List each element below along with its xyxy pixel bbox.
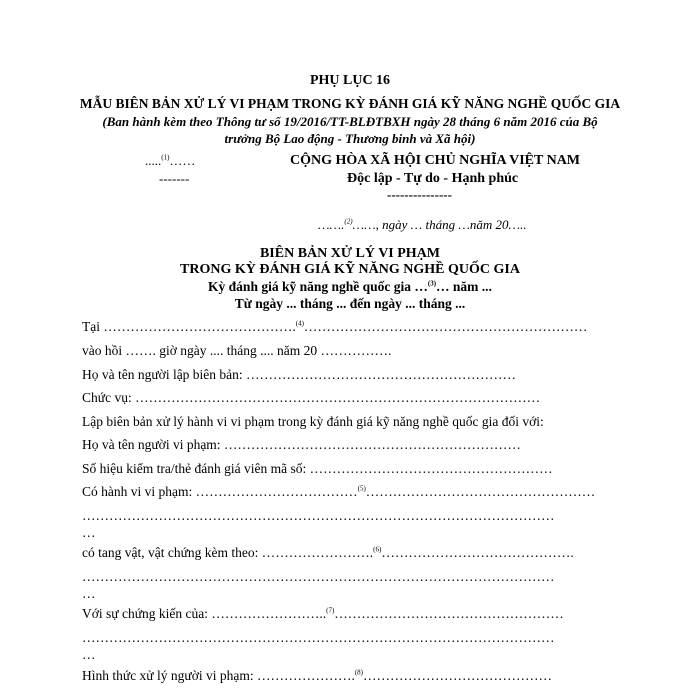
issued-note-line1: (Ban hành kèm theo Thông tư số 19/2016/TT-BLĐTBXH ngày 28 tháng 6 năm 2016 của Bộ: [102, 114, 598, 129]
field-penalty: Hình thức xử lý người vi phạm: ………………….$^{(8)}$……………………………………: [82, 668, 552, 683]
org-name-placeholder: .....$^{(1)}$……: [145, 153, 196, 168]
field-time: vào hồi ……. giờ ngày .... tháng .... năm 20 …………….: [82, 343, 392, 358]
issued-note-line2: trưởng Bộ Lao động - Thương binh và Xã hội): [224, 131, 476, 146]
footnote-marker: (2): [344, 217, 353, 226]
field-position: Chức vụ: ………………………………………………………………………………: [82, 390, 541, 405]
footnote-marker: (3): [427, 279, 437, 288]
org-divider: -------: [159, 171, 190, 186]
date-line: …….$^{(2)}$……, ngày … tháng …năm 20…..: [318, 217, 527, 232]
field-violation-continued: ……………………………………………………………………………………………: [82, 508, 555, 523]
field-violation-end: …: [82, 525, 96, 540]
state-motto: Độc lập - Tự do - Hạnh phúc: [347, 171, 519, 186]
form-title: MẪU BIÊN BẢN XỬ LÝ VI PHẠM TRONG KỲ ĐÁNH GIÁ KỸ NĂNG NGHỀ QUỐC GIA: [79, 96, 621, 111]
field-witness: Với sự chứng kiến của: ……………………..$^{(7)}$……………………………………………: [82, 606, 564, 621]
footnote-marker: (5): [357, 484, 366, 493]
appendix-title: PHỤ LỤC 16: [309, 73, 391, 88]
field-violator-name: Họ và tên người vi phạm: …………………………………………………………: [82, 437, 521, 452]
footnote-marker: (7): [326, 606, 335, 615]
assessment-period: Kỳ đánh giá kỹ năng nghề quốc gia …$^{(3)}$… năm ...: [208, 279, 492, 294]
field-reporter-name: Họ và tên người lập biên bản: ……………………………………………………: [82, 367, 517, 382]
field-witness-end: …: [82, 647, 96, 662]
state-name: CỘNG HÒA XÃ HỘI CHỦ NGHĨA VIỆT NAM: [290, 153, 581, 168]
field-location: Tại …………………………………….$^{(4)}$………………………………………………………: [82, 319, 588, 334]
footnote-marker: (8): [354, 668, 363, 677]
field-evidence-continued: ……………………………………………………………………………………………: [82, 569, 555, 584]
field-witness-continued: ……………………………………………………………………………………………: [82, 630, 555, 645]
date-range: Từ ngày ... tháng ... đến ngày ... tháng ...: [234, 296, 466, 311]
field-evidence: có tang vật, vật chứng kèm theo: …………………….$^{(6)}$…………………………………….: [82, 545, 574, 560]
field-id-number: Số hiệu kiểm tra/thẻ đánh giá viên mã số: ………………………………………………: [82, 461, 553, 476]
state-divider: ---------------: [387, 187, 452, 202]
field-evidence-end: …: [82, 586, 96, 601]
report-title: BIÊN BẢN XỬ LÝ VI PHẠM: [259, 246, 441, 261]
field-violation: Có hành vi vi phạm: ………………………………$^{(5)}$……………………………………………: [82, 484, 596, 499]
statement-line: Lập biên bản xử lý hành vi vi phạm trong kỳ đánh giá kỹ năng nghề quốc gia đối với:: [82, 414, 544, 429]
footnote-marker: (4): [295, 319, 304, 328]
report-subtitle: TRONG KỲ ĐÁNH GIÁ KỸ NĂNG NGHỀ QUỐC GIA: [180, 262, 520, 277]
footnote-marker: (6): [373, 545, 382, 554]
footnote-marker: (1): [161, 153, 170, 162]
